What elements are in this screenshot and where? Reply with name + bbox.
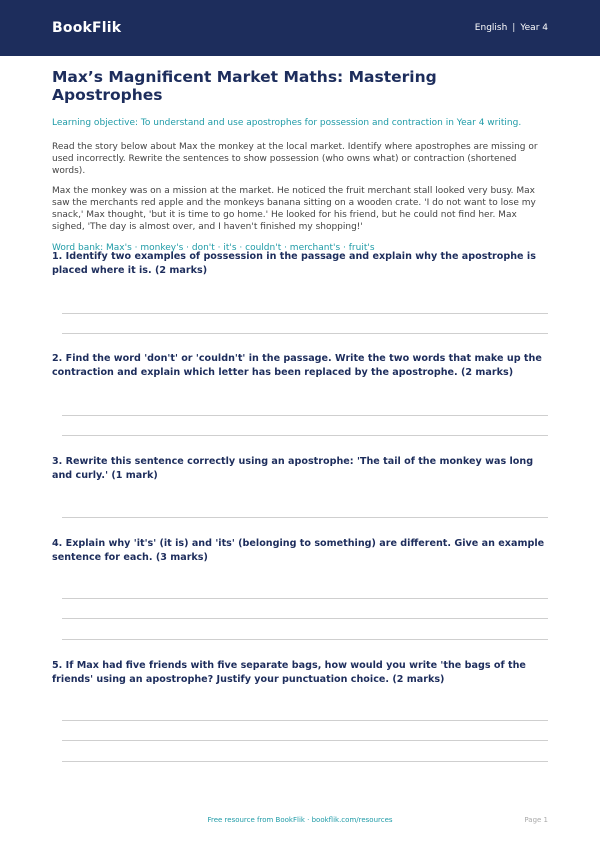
- meta-separator: |: [512, 23, 516, 33]
- footer-credit-link[interactable]: Free resource from BookFlik · bookflik.com/resources: [207, 816, 393, 824]
- answer-line[interactable]: [62, 618, 548, 619]
- header-meta: [475, 23, 548, 33]
- question-4: [52, 537, 548, 564]
- answer-line[interactable]: [62, 313, 548, 314]
- question-text: 3. Rewrite this sentence correctly using an apostrophe: 'The tail of the monkey was long and curly.' (1 mark): [52, 456, 534, 481]
- question-2: [52, 352, 548, 379]
- word-bank: Word bank: Max's · monkey's · don't · it's · couldn't · merchant's · fruit's: [52, 243, 375, 253]
- question-1: [52, 250, 548, 277]
- question-3: [52, 455, 548, 482]
- answer-line[interactable]: [62, 639, 548, 640]
- answer-line[interactable]: [62, 435, 548, 436]
- worksheet-body: [0, 68, 600, 254]
- question-text: 1. Identify two examples of possession in the passage and explain why the apostrophe is placed where it is. (2 marks): [52, 251, 536, 276]
- answer-line[interactable]: [62, 598, 548, 599]
- story-passage: Max the monkey was on a mission at the market. He noticed the fruit merchant stall looked very busy. Max saw the merchants red apple and the monkeys banana sitting on a wooden crate. 'I do not want to lose my snack,' Max thought, 'but it is time to go home.' He looked for his friend, but he could not find her. Max sighed, 'The day is almost over, and I haven't finished my shopping!': [52, 186, 536, 232]
- brand-logo: BookFlik: [52, 20, 122, 36]
- page-number: Page 1: [524, 816, 548, 824]
- answer-line[interactable]: [62, 415, 548, 416]
- worksheet-title: Max’s Magnificent Market Maths: Mastering Apostrophes: [52, 68, 437, 104]
- answer-line[interactable]: [62, 333, 548, 334]
- subject-label: English: [474, 23, 508, 33]
- page-header: [0, 0, 600, 56]
- page-footer: [0, 816, 600, 828]
- year-label: Year 4: [520, 23, 548, 33]
- answer-line[interactable]: [62, 517, 548, 518]
- learning-objective: Learning objective: To understand and use apostrophes for possession and contraction in Year 4 writing.: [52, 118, 522, 128]
- question-text: 2. Find the word 'don't' or 'couldn't' in the passage. Write the two words that make up the contraction and explain which letter has been replaced by the apostrophe. (2 marks): [52, 353, 542, 378]
- answer-line[interactable]: [62, 740, 548, 741]
- instructions: Read the story below about Max the monkey at the local market. Identify where apostrophes are missing or used incorrectly. Rewrite the sentences to show possession (who owns what) or contraction (shortened words).: [52, 142, 538, 176]
- answer-line[interactable]: [62, 761, 548, 762]
- question-text: 5. If Max had five friends with five separate bags, how would you write 'the bags of the friends' using an apostrophe? Justify your punctuation choice. (2 marks): [52, 660, 526, 685]
- question-5: [52, 659, 548, 686]
- answer-line[interactable]: [62, 720, 548, 721]
- question-text: 4. Explain why 'it's' (it is) and 'its' (belonging to something) are different. Give an example sentence for each. (3 marks): [52, 538, 545, 563]
